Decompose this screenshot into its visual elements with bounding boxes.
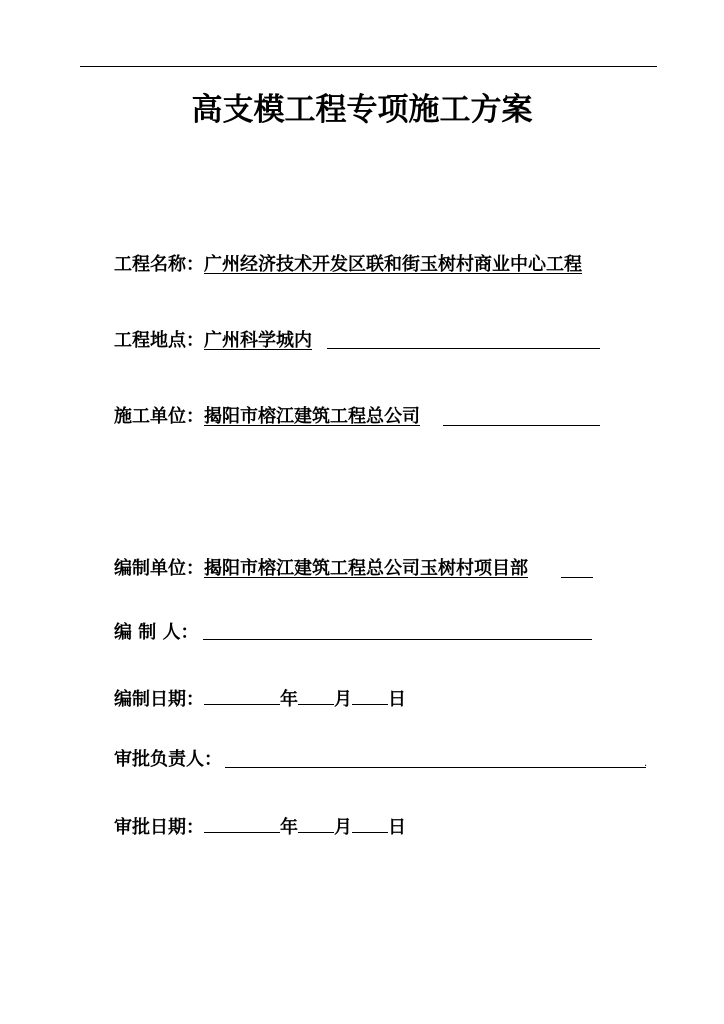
compile-year-blank [204, 684, 280, 705]
project-name-value: 广州经济技术开发区联和街玉树村商业中心工程 [204, 254, 582, 275]
approver-trailing-dot: . [644, 758, 648, 769]
construction-unit-underline [443, 425, 600, 426]
compile-date-label: 编制日期： [114, 689, 204, 710]
compiling-unit-row [114, 557, 528, 581]
project-name-row [114, 253, 582, 277]
compiling-unit-underline [561, 577, 593, 578]
page-title: 高支模工程专项施工方案 [191, 92, 533, 128]
approve-year-blank [204, 812, 280, 833]
compile-date-row [114, 684, 406, 712]
project-location-value: 广州科学城内 [204, 330, 312, 351]
approve-day-blank [352, 812, 388, 833]
compile-day-blank [352, 684, 388, 705]
compile-month-unit: 月 [334, 689, 352, 710]
compiler-blank-line [203, 639, 592, 640]
project-location-row [114, 329, 312, 353]
approver-blank-line [225, 767, 646, 768]
top-rule [80, 66, 657, 67]
approve-month-blank [298, 812, 334, 833]
project-name-label: 工程名称： [114, 254, 204, 275]
project-location-underline [327, 348, 600, 349]
approve-day-unit: 日 [388, 817, 406, 838]
project-location-label: 工程地点： [114, 330, 204, 351]
compile-day-unit: 日 [388, 689, 406, 710]
construction-unit-label: 施工单位： [114, 406, 204, 427]
approve-year-unit: 年 [280, 817, 298, 838]
compile-year-unit: 年 [280, 689, 298, 710]
approve-date-row [114, 812, 406, 840]
construction-unit-value: 揭阳市榕江建筑工程总公司 [204, 406, 420, 427]
approver-row [114, 748, 222, 772]
compiler-label: 编 制 人： [114, 622, 199, 643]
compiler-row [114, 621, 199, 645]
compiling-unit-value: 揭阳市榕江建筑工程总公司玉树村项目部 [204, 558, 528, 579]
approve-date-label: 审批日期： [114, 817, 204, 838]
approve-month-unit: 月 [334, 817, 352, 838]
construction-unit-row [114, 405, 420, 429]
compile-month-blank [298, 684, 334, 705]
approver-label: 审批负责人： [114, 749, 222, 770]
compiling-unit-label: 编制单位： [114, 558, 204, 579]
